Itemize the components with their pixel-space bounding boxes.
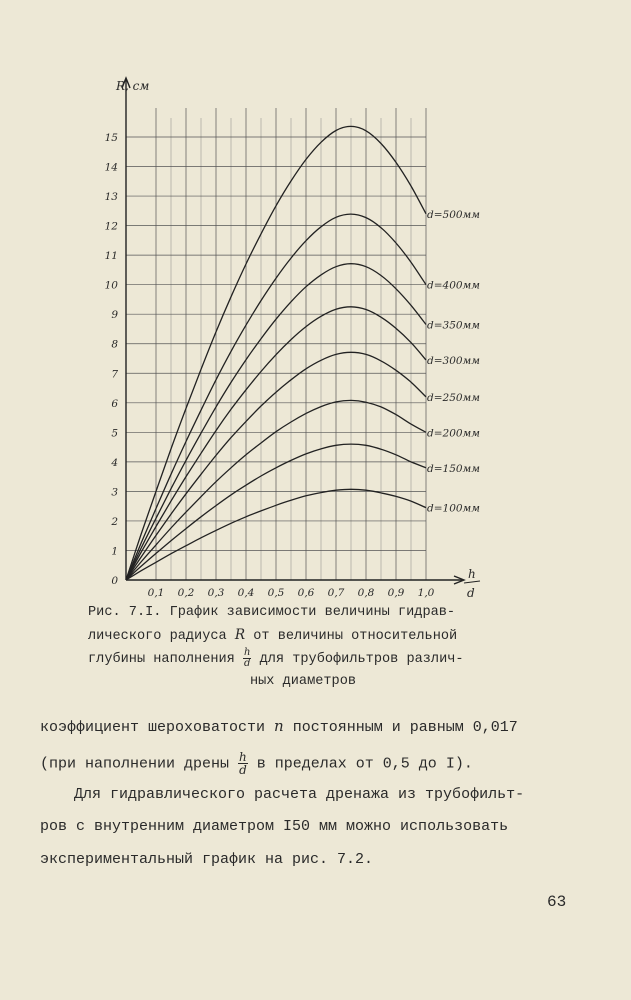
- body-fraction-num: h: [239, 750, 247, 764]
- x-tick-label: 0,7: [327, 587, 345, 599]
- series-label: d=300мм: [427, 354, 480, 367]
- y-tick-label: 4: [111, 456, 118, 469]
- x-tick-label: 0,9: [387, 587, 405, 599]
- series-label: d=150мм: [427, 462, 480, 475]
- caption-line-3a: глубины наполнения: [88, 652, 243, 668]
- y-tick-label: 14: [104, 161, 118, 174]
- y-tick-label: 7: [111, 368, 118, 381]
- caption-fraction-den: d: [244, 658, 251, 669]
- y-tick-label: 12: [104, 220, 118, 233]
- series-label: d=250мм: [427, 391, 480, 404]
- body-line-2b: в пределах от 0,5 до I).: [247, 755, 473, 773]
- body-line-1: [40, 717, 518, 736]
- y-tick-label: 2: [111, 515, 118, 528]
- chart-grid: [126, 108, 426, 580]
- x-tick-label: 0,5: [267, 587, 285, 599]
- y-tick-label: 13: [104, 191, 118, 204]
- caption-line-3b: для трубофильтров различ-: [251, 652, 464, 668]
- body-line-1b: постоянным и равным 0,017: [283, 719, 518, 736]
- x-tick-label: 1,0: [417, 587, 435, 599]
- y-tick-label: 6: [111, 397, 118, 410]
- body-line-5: экспериментальный график на рис. 7.2.: [40, 851, 374, 868]
- x-tick-label: 0,8: [357, 587, 375, 599]
- caption-variable-r: R: [234, 627, 246, 643]
- x-tick-label: 0,6: [297, 587, 315, 599]
- body-variable-n: n: [274, 717, 284, 735]
- y-tick-label: 11: [104, 250, 118, 263]
- body-fraction-den: d: [239, 763, 247, 777]
- body-fraction: [238, 751, 248, 776]
- page-number: 63: [547, 893, 567, 911]
- figure-caption: [88, 602, 518, 693]
- series-label: d=500мм: [427, 208, 480, 221]
- y-axis-title: R, см: [116, 79, 150, 93]
- x-axis-title-denominator: d: [467, 586, 475, 600]
- series-label: d=350мм: [427, 319, 480, 332]
- caption-line-2a: лического радиуса: [88, 629, 235, 644]
- body-line-4: ров с внутренним диаметром I50 мм можно использовать: [40, 818, 509, 835]
- y-tick-label: 10: [104, 279, 118, 292]
- y-tick-label: 9: [111, 309, 118, 322]
- x-tick-label: 0,1: [147, 587, 165, 599]
- body-line-3: Для гидравлического расчета дренажа из трубофильт-: [74, 786, 525, 803]
- y-tick-label: 0: [111, 575, 118, 587]
- series-label: d=100мм: [427, 502, 480, 515]
- y-tick-label: 3: [111, 486, 118, 499]
- caption-fraction-num: h: [244, 647, 251, 658]
- series-label: d=400мм: [427, 279, 480, 292]
- body-line-2a: (при наполнении дрены: [40, 755, 239, 773]
- x-tick-label: 0,2: [177, 587, 195, 599]
- caption-line-4: ных диаметров: [249, 674, 357, 690]
- y-tick-label: 8: [111, 338, 118, 351]
- series-label: d=200мм: [427, 427, 480, 440]
- chart-series-labels: [427, 209, 480, 515]
- x-tick-label: 0,3: [207, 587, 225, 599]
- caption-line-1: Рис. 7.I. График зависимости величины гидрав-: [88, 605, 456, 620]
- y-tick-label: 15: [104, 132, 118, 144]
- chart-axes: [122, 78, 464, 584]
- x-axis-title-fraction-bar: [464, 581, 480, 583]
- y-tick-label: 1: [111, 545, 118, 558]
- x-axis-title-numerator: h: [468, 567, 476, 581]
- y-tick-label: 5: [111, 427, 118, 440]
- body-line-2: [40, 751, 473, 776]
- body-line-1a: коэффициент шероховатости: [40, 719, 275, 736]
- caption-line-2b: от величины относительной: [245, 629, 458, 644]
- x-tick-label: 0,4: [237, 587, 255, 599]
